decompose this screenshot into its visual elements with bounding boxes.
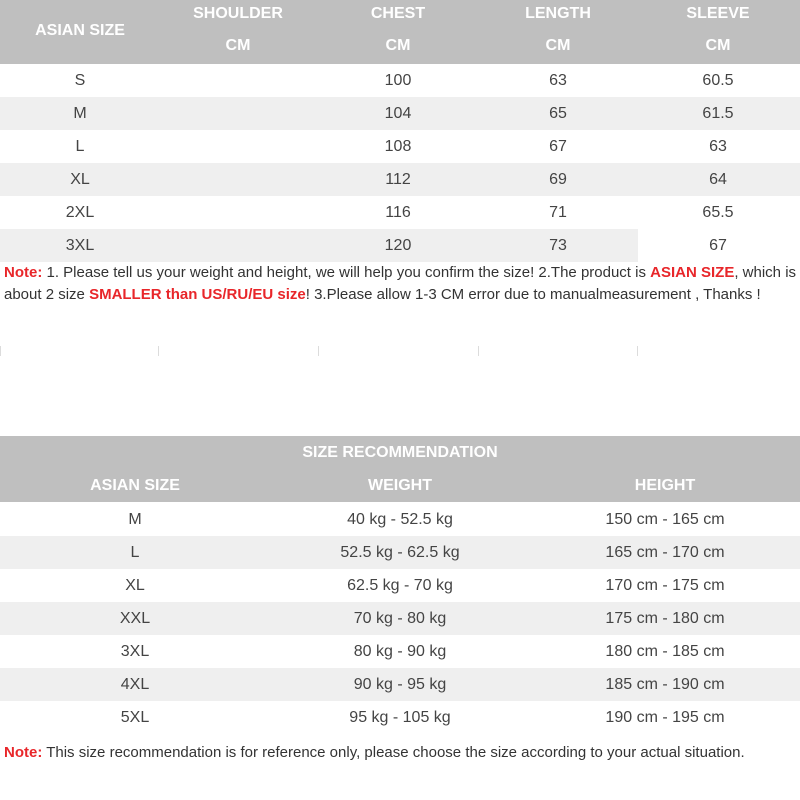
header-weight: WEIGHT (368, 477, 432, 494)
table-row: XXL 70 kg - 80 kg 175 cm - 180 cm (0, 602, 800, 635)
table-row: XL 62.5 kg - 70 kg 170 cm - 175 cm (125, 577, 725, 594)
header-sleeve: SLEEVE CM (686, 5, 750, 54)
header-asian-size: ASIAN SIZE (35, 22, 125, 39)
note-label: Note: (4, 264, 43, 281)
column-dividers (0, 346, 800, 356)
header-length: LENGTH CM (525, 5, 591, 54)
header-asian-size: ASIAN SIZE (90, 477, 180, 494)
header-shoulder: SHOULDER CM (193, 5, 283, 54)
table-row: S 100 63 60.5 (74, 72, 734, 89)
size-note (4, 262, 800, 318)
note-text: This size recommendation is for reference only, please choose the size according to your actual situation. (42, 744, 745, 761)
recommendation-header (0, 436, 800, 502)
table-row: 5XL 95 kg - 105 kg 190 cm - 195 cm (120, 709, 725, 726)
note-text: 1. Please tell us your weight and height, we will help you confirm the size! 2.The product is (42, 264, 651, 281)
note-highlight-smaller: SMALLER than US/RU/EU size (89, 286, 306, 303)
note-highlight-asian-size: ASIAN SIZE (650, 264, 735, 281)
note-label: Note: (4, 744, 43, 761)
recommendation-note (4, 742, 794, 764)
note-text: ! 3.Please allow 1-3 CM error due to manualmeasurement , Thanks ! (305, 286, 761, 303)
table-row: L 52.5 kg - 62.5 kg 165 cm - 170 cm (0, 536, 800, 569)
table-row: XL 112 69 64 (0, 163, 800, 196)
table-row: L 108 67 63 (75, 138, 727, 155)
header-height: HEIGHT (634, 477, 696, 494)
recommendation-title: SIZE RECOMMENDATION (302, 444, 498, 461)
table-row: M 40 kg - 52.5 kg 150 cm - 165 cm (128, 511, 725, 528)
table-row: M 104 65 61.5 (0, 97, 800, 130)
note-text: , which is about 2 size (4, 264, 797, 303)
header-chest: CHEST CM (370, 5, 426, 54)
table-row: 2XL 116 71 65.5 (65, 204, 734, 221)
table-row: 3XL 120 73 67 (0, 229, 800, 262)
table-row: 4XL 90 kg - 95 kg 185 cm - 190 cm (0, 668, 800, 701)
size-chart-header (0, 0, 800, 64)
table-row: 3XL 80 kg - 90 kg 180 cm - 185 cm (120, 643, 725, 660)
